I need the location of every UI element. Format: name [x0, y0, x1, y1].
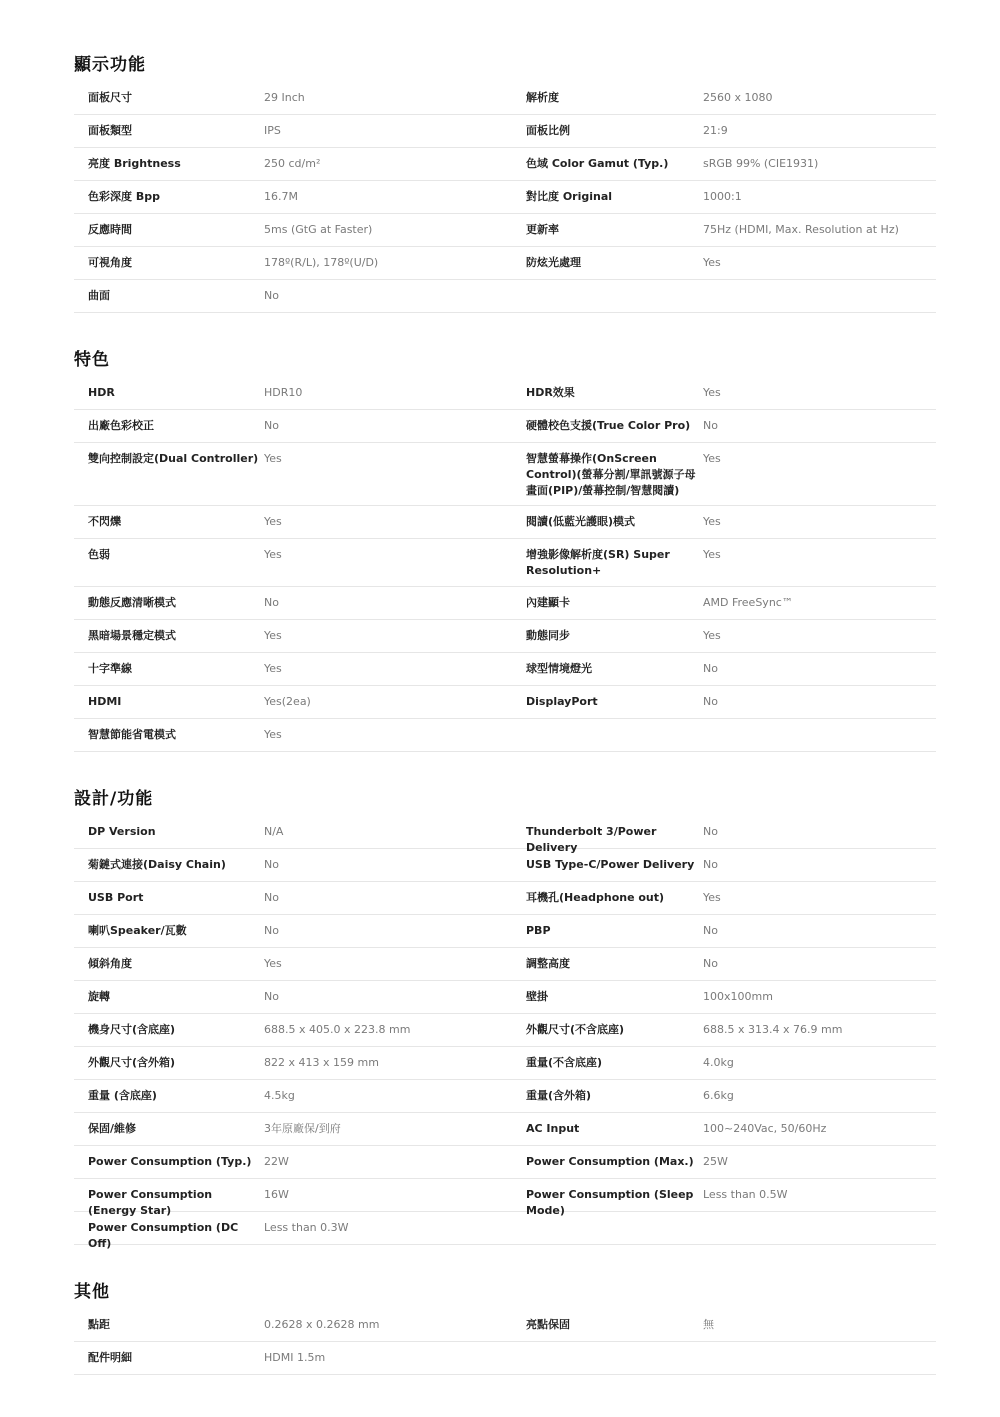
- spec-label: 機身尺寸(含底座): [88, 1023, 176, 1036]
- spec-label: 色彩深度 Bpp: [88, 190, 160, 203]
- spec-row: [74, 214, 936, 247]
- spec-label: 亮度 Brightness: [88, 157, 181, 170]
- spec-value: 100x100mm: [703, 990, 773, 1003]
- spec-label: 硬體校色支援(True Color Pro): [526, 419, 691, 432]
- spec-label: 更新率: [526, 223, 559, 236]
- spec-label: 保固/維修: [88, 1122, 137, 1135]
- spec-value: 29 Inch: [264, 91, 305, 104]
- spec-value: Yes: [264, 515, 282, 528]
- spec-value: [703, 727, 936, 751]
- spec-label: [513, 727, 703, 751]
- spec-label: Power Consumption (Typ.): [88, 1155, 252, 1168]
- section-spacer: [74, 1245, 936, 1277]
- spec-row: [74, 280, 936, 313]
- spec-value: No: [264, 924, 279, 937]
- spec-value: No: [264, 858, 279, 871]
- spec-value: 100~240Vac, 50/60Hz: [703, 1122, 827, 1135]
- spec-row: [74, 1080, 936, 1113]
- spec-value: [703, 288, 936, 312]
- spec-label: 菊鏈式連接(Daisy Chain): [88, 858, 226, 871]
- spec-label: 對比度 Original: [526, 190, 613, 203]
- spec-value: 21:9: [703, 124, 728, 137]
- spec-value: Yes: [264, 662, 282, 675]
- spec-label: 配件明細: [88, 1351, 132, 1364]
- section-spacer: [74, 752, 936, 784]
- spec-value: Less than 0.5W: [703, 1188, 788, 1201]
- spec-table: [74, 816, 936, 1250]
- spec-row: [74, 506, 936, 539]
- spec-label: PBP: [526, 924, 551, 937]
- spec-label: HDR效果: [526, 386, 575, 399]
- spec-value: Yes: [703, 629, 721, 642]
- spec-label: 可視角度: [88, 256, 132, 269]
- spec-label: 動態反應清晰模式: [88, 596, 176, 609]
- spec-label: 壁掛: [526, 990, 548, 1003]
- spec-label: 旋轉: [88, 990, 110, 1003]
- features-section: [74, 345, 936, 752]
- spec-row: [74, 587, 936, 620]
- spec-label: [513, 1350, 703, 1374]
- spec-row: [74, 539, 936, 587]
- spec-value: 1000:1: [703, 190, 742, 203]
- spec-row: [74, 148, 936, 181]
- spec-label: 反應時間: [88, 223, 132, 236]
- spec-label: 色域 Color Gamut (Typ.): [526, 157, 669, 170]
- spec-row: [74, 1146, 936, 1179]
- spec-row: [74, 816, 936, 854]
- spec-label: 重量 (含底座): [88, 1089, 157, 1102]
- spec-value: Yes: [703, 452, 721, 465]
- spec-row: [74, 849, 936, 882]
- spec-label: 點距: [88, 1318, 110, 1331]
- spec-value: 75Hz (HDMI, Max. Resolution at Hz): [703, 223, 899, 236]
- spec-value: 250 cd/m²: [264, 157, 321, 170]
- spec-row: [74, 410, 936, 443]
- spec-value: 25W: [703, 1155, 728, 1168]
- spec-row: [74, 1179, 936, 1217]
- spec-label: DisplayPort: [526, 695, 598, 708]
- spec-label: 內建顯卡: [526, 596, 570, 609]
- spec-row: [74, 1113, 936, 1146]
- spec-label: 解析度: [526, 91, 559, 104]
- spec-label: 黑暗場景穩定模式: [88, 629, 176, 642]
- other-section: [74, 1277, 936, 1375]
- spec-value: No: [703, 924, 718, 937]
- spec-table: [74, 377, 936, 752]
- spec-row: [74, 1309, 936, 1342]
- spec-label: 面板尺寸: [88, 91, 132, 104]
- spec-row: [74, 653, 936, 686]
- spec-value: Less than 0.3W: [264, 1221, 349, 1234]
- spec-value: No: [264, 990, 279, 1003]
- spec-value: HDMI 1.5m: [264, 1351, 326, 1364]
- spec-label: 球型情境燈光: [526, 662, 592, 675]
- spec-value: Yes: [703, 515, 721, 528]
- spec-value: 0.2628 x 0.2628 mm: [264, 1318, 380, 1331]
- spec-row: [74, 882, 936, 915]
- spec-label: 曲面: [88, 289, 110, 302]
- spec-label: 雙向控制設定(Dual Controller): [88, 452, 259, 465]
- spec-label: 傾斜角度: [88, 957, 132, 970]
- section-title: 特色: [74, 350, 110, 370]
- spec-row: [74, 1014, 936, 1047]
- spec-label: 動態同步: [526, 629, 570, 642]
- spec-label: [513, 288, 703, 312]
- spec-table: [74, 1309, 936, 1375]
- spec-label: HDMI: [88, 695, 122, 708]
- spec-label: 智慧螢幕操作(OnScreen Control)(螢幕分割/單訊號源子母畫面(PIP)/螢幕控制/智慧閱讀): [526, 452, 696, 497]
- spec-value: No: [264, 419, 279, 432]
- spec-value: HDR10: [264, 386, 303, 399]
- spec-label: 喇叭Speaker/瓦數: [88, 924, 187, 937]
- spec-label: Power Consumption (Sleep Mode): [526, 1188, 694, 1217]
- spec-label: Power Consumption (Energy Star): [88, 1188, 213, 1217]
- spec-value: [703, 1350, 936, 1374]
- spec-row: [74, 115, 936, 148]
- spec-value: No: [703, 957, 718, 970]
- spec-label: 外觀尺寸(含外箱): [88, 1056, 176, 1069]
- spec-label: [513, 1220, 703, 1244]
- spec-value: Yes: [703, 386, 721, 399]
- spec-row: [74, 82, 936, 115]
- spec-value: 22W: [264, 1155, 289, 1168]
- spec-value: Yes: [703, 891, 721, 904]
- spec-value: N/A: [264, 825, 284, 838]
- spec-label: 閱讀(低藍光護眼)模式: [526, 515, 636, 528]
- spec-label: Thunderbolt 3/Power Delivery: [526, 825, 657, 854]
- spec-row: [74, 443, 936, 506]
- spec-value: Yes: [264, 548, 282, 561]
- spec-value: 5ms (GtG at Faster): [264, 223, 373, 236]
- spec-row: [74, 1212, 936, 1250]
- spec-value: 2560 x 1080: [703, 91, 773, 104]
- spec-value: 4.0kg: [703, 1056, 734, 1069]
- spec-row: [74, 981, 936, 1014]
- spec-label: USB Port: [88, 891, 144, 904]
- spec-value: 688.5 x 405.0 x 223.8 mm: [264, 1023, 411, 1036]
- section-spacer: [74, 313, 936, 345]
- spec-value: 822 x 413 x 159 mm: [264, 1056, 379, 1069]
- spec-label: 外觀尺寸(不含底座): [526, 1023, 625, 1036]
- spec-value: 16.7M: [264, 190, 298, 203]
- spec-label: 面板類型: [88, 124, 132, 137]
- spec-row: [74, 377, 936, 410]
- spec-label: 重量(含外箱): [526, 1089, 592, 1102]
- section-title: 其他: [74, 1282, 110, 1302]
- spec-value: 無: [703, 1318, 714, 1331]
- spec-value: No: [264, 596, 279, 609]
- spec-value: 6.6kg: [703, 1089, 734, 1102]
- spec-value: Yes: [264, 629, 282, 642]
- spec-row: [74, 620, 936, 653]
- spec-value: Yes: [264, 452, 282, 465]
- spec-label: 防炫光處理: [526, 256, 581, 269]
- spec-value: No: [264, 289, 279, 302]
- display-section: [74, 50, 936, 313]
- spec-value: No: [703, 825, 718, 838]
- spec-row: [74, 686, 936, 719]
- spec-value: sRGB 99% (CIE1931): [703, 157, 819, 170]
- spec-sheet: [74, 50, 936, 1375]
- spec-value: No: [703, 695, 718, 708]
- spec-label: 色弱: [88, 548, 110, 561]
- spec-value: No: [703, 858, 718, 871]
- spec-label: 耳機孔(Headphone out): [526, 891, 665, 904]
- spec-value: No: [264, 891, 279, 904]
- spec-row: [74, 915, 936, 948]
- spec-value: Yes(2ea): [264, 695, 311, 708]
- spec-value: 178º(R/L), 178º(U/D): [264, 256, 379, 269]
- spec-table: [74, 82, 936, 313]
- spec-label: USB Type-C/Power Delivery: [526, 858, 695, 871]
- spec-label: 增強影像解析度(SR) Super Resolution+: [526, 548, 670, 577]
- spec-value: 16W: [264, 1188, 289, 1201]
- spec-value: Yes: [703, 548, 721, 561]
- design-section: [74, 784, 936, 1250]
- spec-label: 重量(不含底座): [526, 1056, 603, 1069]
- spec-label: Power Consumption (DC Off): [88, 1221, 239, 1250]
- spec-value: Yes: [264, 728, 282, 741]
- spec-label: DP Version: [88, 825, 156, 838]
- spec-label: AC Input: [526, 1122, 580, 1135]
- spec-label: HDR: [88, 386, 115, 399]
- spec-label: 智慧節能省電模式: [88, 728, 176, 741]
- spec-row: [74, 948, 936, 981]
- section-title: 設計/功能: [74, 789, 154, 809]
- spec-label: Power Consumption (Max.): [526, 1155, 694, 1168]
- spec-value: [703, 1220, 936, 1244]
- spec-value: 3年原廠保/到府: [264, 1122, 341, 1135]
- spec-row: [74, 719, 936, 752]
- spec-row: [74, 181, 936, 214]
- spec-label: 面板比例: [526, 124, 570, 137]
- spec-value: No: [703, 662, 718, 675]
- spec-label: 亮點保固: [526, 1318, 570, 1331]
- spec-value: No: [703, 419, 718, 432]
- spec-label: 出廠色彩校正: [88, 419, 154, 432]
- spec-value: 688.5 x 313.4 x 76.9 mm: [703, 1023, 843, 1036]
- spec-label: 不閃爍: [88, 515, 121, 528]
- spec-value: Yes: [264, 957, 282, 970]
- spec-row: [74, 247, 936, 280]
- spec-value: 4.5kg: [264, 1089, 295, 1102]
- spec-label: 十字準線: [88, 662, 132, 675]
- spec-value: Yes: [703, 256, 721, 269]
- section-title: 顯示功能: [74, 55, 146, 75]
- spec-value: IPS: [264, 124, 281, 137]
- spec-row: [74, 1342, 936, 1375]
- spec-label: 調整高度: [526, 957, 570, 970]
- spec-value: AMD FreeSync™: [703, 596, 793, 609]
- spec-row: [74, 1047, 936, 1080]
